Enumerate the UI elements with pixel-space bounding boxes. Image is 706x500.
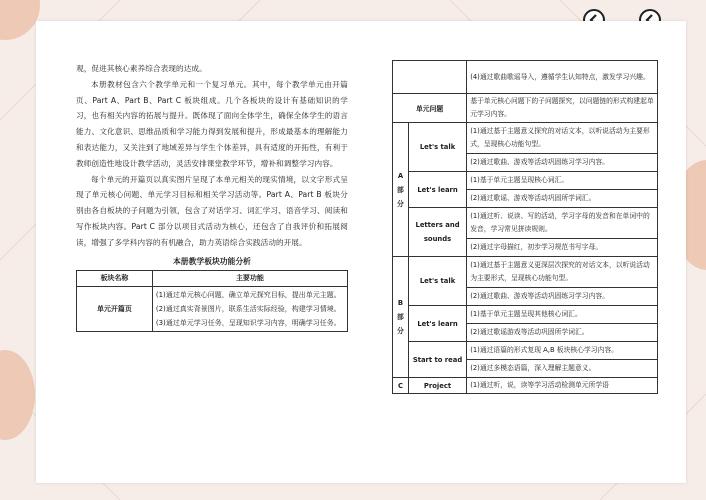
row-name: Let's talk xyxy=(408,123,466,172)
row-name: Let's learn xyxy=(408,306,466,342)
table-row xyxy=(393,123,658,172)
row-name: 单元问题 xyxy=(393,94,467,123)
paragraph: 观，促进其核心素养综合表现的达成。 xyxy=(76,64,207,73)
left-column xyxy=(76,61,348,332)
row-content xyxy=(152,286,347,332)
paragraph: 本册教材包含六个教学单元和一个复习单元。其中，每个教学单元由开篇页、Part A、Part B、Part C 板块组成。几个各板块的设计有基础知识的学习，也有相关内容的拓展与提升。既体现了面向全体学生，确保全体学生的语言能力、文化意识、思维品质和学习能力得到发展和提升，形成最基本的理解能力和表达能力，又关注到了地域差异与学生个体差异，具有适度的开拓性，有利于教师创造性地设计教学活动，灵活安排课堂教学环节，增补和调整学习内容。 xyxy=(76,79,348,168)
table-row xyxy=(77,286,348,332)
list-item: (2)通过真实背景图片，联系生活实际经验，构建学习情境。 xyxy=(155,304,341,313)
row-content xyxy=(467,208,658,257)
row-name: Let's talk xyxy=(408,257,466,306)
list-item: (2)通过歌曲、游戏等活动巩固练习学习内容。 xyxy=(470,292,609,300)
row-name: 单元开篇页 xyxy=(77,286,153,332)
right-column xyxy=(392,60,658,394)
row-content: (4)通过歌曲歌谣导入，遵循学生认知特点，激发学习兴趣。 xyxy=(467,61,658,94)
row-content xyxy=(467,172,658,208)
row-name: Start to read xyxy=(408,342,466,378)
list-item: (1)通过听、说读、写的活动，学习字母的发音和在单词中的发音，学习常见拼读规则。 xyxy=(467,208,657,239)
list-item: (2)通过歌谣、游戏等活动巩固所学词汇。 xyxy=(470,194,596,202)
row-name: Project xyxy=(408,378,466,394)
table-title: 本册教学板块功能分析 xyxy=(173,256,251,266)
table-row xyxy=(393,208,658,257)
row-name: Let's learn xyxy=(408,172,466,208)
list-item: (1)通过基于主题意义更深层次探究的对话文本，以听说活动为主要形式，呈现核心功能句型。 xyxy=(467,257,657,288)
table-row xyxy=(393,257,658,306)
list-item: (2)通过歌谣游戏等活动巩固所学词汇。 xyxy=(470,328,589,336)
list-item: (3)通过单元学习任务，呈现知识学习内容，明确学习任务。 xyxy=(155,318,341,327)
list-item: (2)通过字母描红，初步学习规范书写字母。 xyxy=(470,243,603,251)
part-a-label: A 部 分 xyxy=(393,123,409,257)
list-item: (1)通过单元核心问题，确立单元探究目标，提出单元主题。 xyxy=(155,290,341,299)
table-row xyxy=(393,378,658,394)
function-table xyxy=(76,270,348,333)
part-b-label: B 部 分 xyxy=(393,257,409,378)
table-header: 板块名称 xyxy=(77,270,153,286)
table-row xyxy=(393,94,658,123)
row-content xyxy=(467,342,658,378)
list-item: (1)基于单元主题呈现核心词汇。 xyxy=(467,172,657,190)
row-content xyxy=(467,123,658,172)
part-c-label: C xyxy=(393,378,409,394)
row-content xyxy=(467,306,658,342)
row-name: Letters and sounds xyxy=(408,208,466,257)
row-content: (1)通过听，说，读等学习活动检测单元所学语 xyxy=(467,378,658,394)
list-item: (2)通过歌曲、游戏等活动巩固练习学习内容。 xyxy=(470,158,609,166)
document-page xyxy=(36,21,686,483)
table-row xyxy=(393,172,658,208)
table-row xyxy=(393,342,658,378)
paragraph: 每个单元的开篇页以真实图片呈现了本单元相关的现实情境，以文字形式呈现了单元核心问题、单元学习目标和相关学习活动等。Part A、Part B 板块分别由各自板块的子问题为引领，包含了对话学习、词汇学习、语音学习、阅读和写作板块内容。Part C 部分以项目式活动为核心，还包含了自我评价和拓展阅读，增强了多学科内容的有机融合，助力英语综合实践活动的开展。 xyxy=(76,174,348,247)
list-item: (2)通过多模态语篇，深入理解主题意义。 xyxy=(470,364,596,372)
list-item: (1)通过基于主题意义探究的对话文本，以听说活动为主要形式，呈现核心功能句型。 xyxy=(467,123,657,154)
table-header-row xyxy=(77,270,348,286)
table-header: 主要功能 xyxy=(152,270,347,286)
row-content: 基于单元核心问题下的子问题探究，以问题链的形式构建起单元学习内容。 xyxy=(467,94,658,123)
table-row xyxy=(393,61,658,94)
row-content xyxy=(467,257,658,306)
function-table-continued xyxy=(392,60,658,394)
list-item: (1)通过语篇的形式复现 A,B 板块核心学习内容。 xyxy=(467,342,657,360)
table-row xyxy=(393,306,658,342)
list-item: (1)基于单元主题呈现其他核心词汇。 xyxy=(467,306,657,324)
